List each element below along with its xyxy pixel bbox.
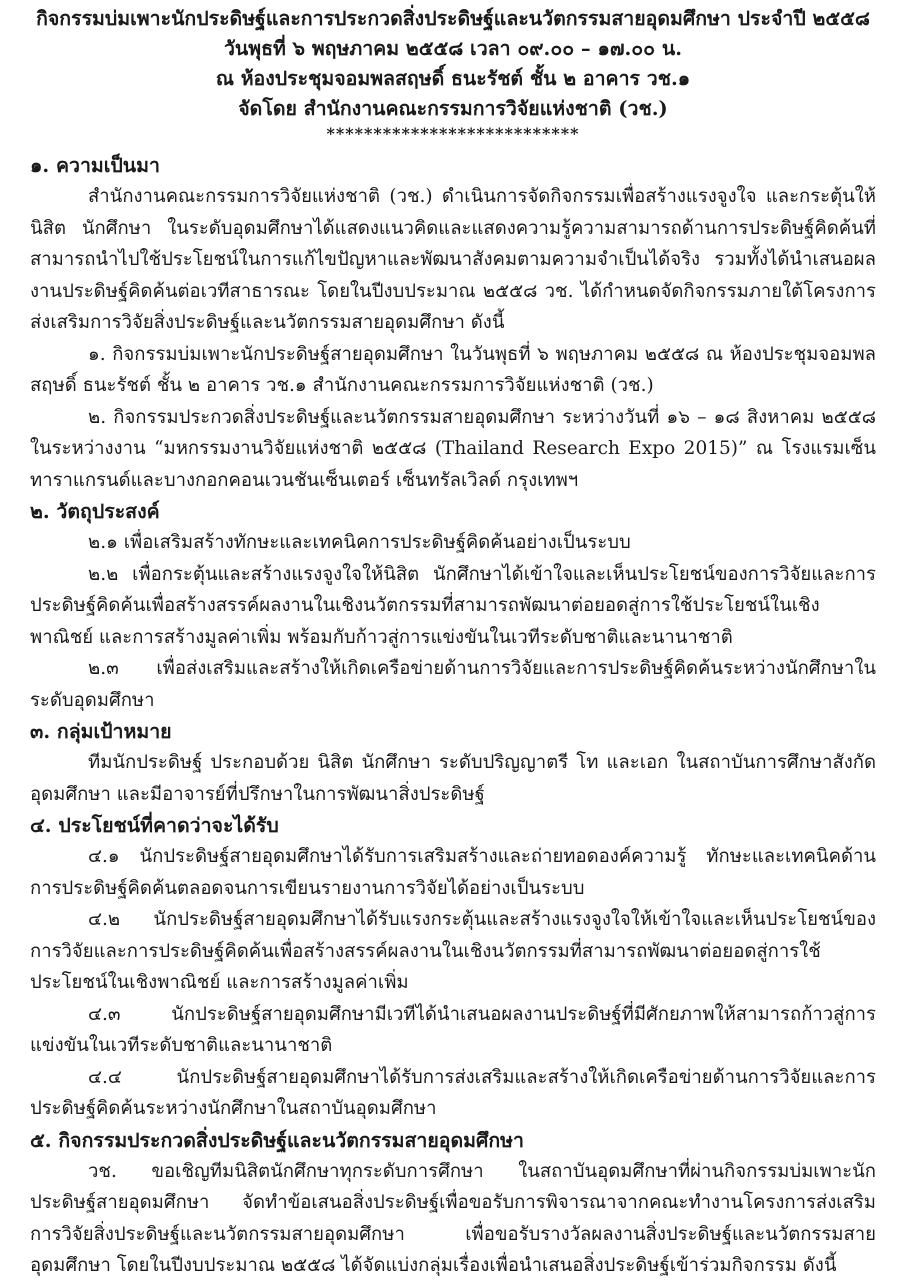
- section-1-item-2: ๒. กิจกรรมประกวดสิ่งประดิษฐ์และนวัตกรรมสายอุดมศึกษา ระหว่างวันที่ ๑๖ – ๑๘ สิงหาคม ๒๕๕๘ ในระหว่างงาน “มหกรรมงานวิจัยแห่งชาติ ๒๕๕๘ (Thailand Research Expo 2015)” ณ โรงแรมเซ็นทาราแกรนด์และบางกอกคอนเวนชันเซ็นเตอร์ เซ็นทรัลเวิลด์ กรุงเทพฯ: [30, 406, 876, 491]
- section-1-title: ๑. ความเป็นมา: [30, 154, 160, 177]
- header-separator: ***************************: [326, 124, 580, 143]
- header-title: กิจกรรมบ่มเพาะนักประดิษฐ์และการประกวดสิ่งประดิษฐ์และนวัตกรรมสายอุดมศึกษา ประจำปี ๒๕๕๘: [36, 7, 870, 30]
- section-2-item-3: ๒.๓ เพื่อส่งเสริมและสร้างให้เกิดเครือข่ายด้านการวิจัยและการประดิษฐ์คิดค้นระหว่างนักศึกษาในระดับอุดมศึกษา: [30, 658, 876, 711]
- section-3-title: ๓. กลุ่มเป้าหมาย: [30, 720, 172, 743]
- section-2-item-1: ๒.๑ เพื่อเสริมสร้างทักษะและเทคนิคการประดิษฐ์คิดค้นอย่างเป็นระบบ: [88, 532, 631, 553]
- document-header: [30, 4, 876, 124]
- header-venue: ณ ห้องประชุมจอมพลสฤษดิ์ ธนะรัชต์ ชั้น ๒ อาคาร วช.๑: [215, 67, 691, 90]
- section-3-paragraph: ทีมนักประดิษฐ์ ประกอบด้วย นิสิต นักศึกษา ระดับปริญญาตรี โท และเอก ในสถาบันการศึกษาสังกัดอุดมศึกษา และมีอาจารย์ที่ปรึกษาในการพัฒนาสิ่งประดิษฐ์: [30, 752, 876, 805]
- section-4-item-3: ๔.๓ นักประดิษฐ์สายอุดมศึกษามีเวทีได้นำเสนอผลงานประดิษฐ์ที่มีศักยภาพให้สามารถก้าวสู่การแข่งขันในเวทีระดับชาติและนานาชาติ: [30, 1003, 876, 1056]
- section-1-paragraph: สำนักงานคณะกรรมการวิจัยแห่งชาติ (วช.) ดำเนินการจัดกิจกรรมเพื่อสร้างแรงจูงใจ และกระตุ้นให้นิสิต นักศึกษา ในระดับอุดมศึกษาได้แสดงแนวคิดและแสดงความรู้ความสามารถด้านการประดิษฐ์คิดค้นที่สามารถนำไปใช้ประโยชน์ในการแก้ไขปัญหาและพัฒนาสังคมตามความจำเป็นได้จริง รวมทั้งได้นำเสนอผลงานประดิษฐ์คิดค้นต่อเวทีสาธารณะ โดยในปีงบประมาณ ๒๕๕๘ วช. ได้กำหนดจัดกิจกรรมภายใต้โครงการส่งเสริมการวิจัยสิ่งประดิษฐ์และนวัตกรรมสายอุดมศึกษา ดังนี้: [30, 186, 876, 333]
- section-5-paragraph: วช. ขอเชิญทีมนิสิตนักศึกษาทุกระดับการศึกษา ในสถาบันอุดมศึกษาที่ผ่านกิจกรรมบ่มเพาะนักประดิษฐ์สายอุดมศึกษา จัดทำข้อเสนอสิ่งประดิษฐ์เพื่อขอรับการพิจารณาจากคณะทำงานโครงการส่งเสริมการวิจัยสิ่งประดิษฐ์และนวัตกรรมสายอุดมศึกษา เพื่อขอรับรางวัลผลงานสิ่งประดิษฐ์และนวัตกรรมสายอุดมศึกษา โดยในปีงบประมาณ ๒๕๕๘ ได้จัดแบ่งกลุ่มเรื่องเพื่อนำเสนอสิ่งประดิษฐ์เข้าร่วมกิจกรรม ดังนี้: [30, 1160, 876, 1276]
- header-organizer: จัดโดย สำนักงานคณะกรรมการวิจัยแห่งชาติ (วช.): [238, 97, 668, 120]
- section-4-item-2: ๔.๒ นักประดิษฐ์สายอุดมศึกษาได้รับแรงกระตุ้นและสร้างแรงจูงใจให้เข้าใจและเห็นประโยชน์ของการวิจัยและการประดิษฐ์คิดค้นเพื่อสร้างสรรค์ผลงานในเชิงนวัตกรรมที่สามารถพัฒนาต่อยอดสู่การใช้ประโยชน์ในเชิงพาณิชย์ และการสร้างมูลค่าเพิ่ม: [30, 909, 876, 993]
- section-1-item-1: ๑. กิจกรรมบ่มเพาะนักประดิษฐ์สายอุดมศึกษา ในวันพุธที่ ๖ พฤษภาคม ๒๕๕๘ ณ ห้องประชุมจอมพลสฤษดิ์ ธนะรัชต์ ชั้น ๒ อาคาร วช.๑ สำนักงานคณะกรรมการวิจัยแห่งชาติ (วช.): [30, 343, 876, 396]
- section-4-item-4: ๔.๔ นักประดิษฐ์สายอุดมศึกษาได้รับการส่งเสริมและสร้างให้เกิดเครือข่ายด้านการวิจัยและการประดิษฐ์คิดค้นระหว่างนักศึกษาในสถาบันอุดมศึกษา: [30, 1066, 876, 1119]
- section-2-item-2: ๒.๒ เพื่อกระตุ้นและสร้างแรงจูงใจให้นิสิต นักศึกษาได้เข้าใจและเห็นประโยชน์ของการวิจัยและการประดิษฐ์คิดค้นเพื่อสร้างสรรค์ผลงานในเชิงนวัตกรรมที่สามารถพัฒนาต่อยอดสู่การใช้ประโยชน์ในเชิงพาณิชย์ และการสร้างมูลค่าเพิ่ม พร้อมกับก้าวสู่การแข่งขันในเวทีระดับชาติและนานาชาติ: [30, 563, 876, 648]
- section-4-item-1: ๔.๑ นักประดิษฐ์สายอุดมศึกษาได้รับการเสริมสร้างและถ่ายทอดองค์ความรู้ ทักษะและเทคนิคด้านการประดิษฐ์คิดค้นตลอดจนการเขียนรายงานการวิจัยได้อย่างเป็นระบบ: [30, 846, 876, 899]
- header-date: วันพุธที่ ๖ พฤษภาคม ๒๕๕๘ เวลา ๐๙.๐๐ – ๑๗.๐๐ น.: [223, 37, 682, 60]
- section-2-title: ๒. วัตถุประสงค์: [30, 500, 160, 523]
- section-4-title: ๔. ประโยชน์ที่คาดว่าจะได้รับ: [30, 814, 279, 837]
- section-5-title: ๕. กิจกรรมประกวดสิ่งประดิษฐ์และนวัตกรรมสายอุดมศึกษา: [30, 1128, 524, 1152]
